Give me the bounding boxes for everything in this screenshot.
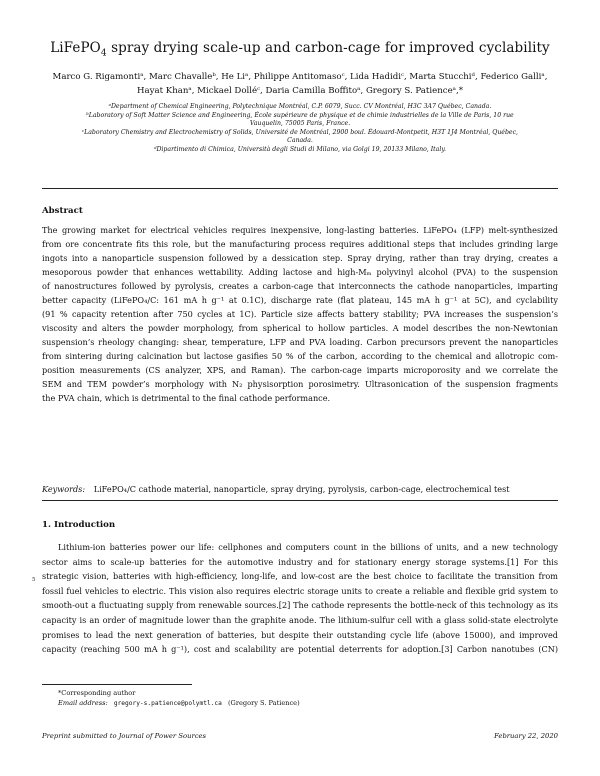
abstract-line: suspension’s rheology changing: shear, temperature, LFP and PVA loading. Carbon precursors prevent the nanoparticles — [42, 337, 558, 347]
abstract-line: mesoporous powder that enhances wettability. Adding lactose and high-Mₘ polyvinyl alcohol (PVA) to the suspension — [42, 267, 558, 277]
email-owner: (Gregory S. Patience) — [227, 699, 300, 707]
keywords-text: LiFePO₄/C cathode material, nanoparticle, spray drying, pyrolysis, carbon-cage, electrochemical test — [93, 484, 510, 494]
introduction-body — [42, 540, 558, 657]
affiliations — [50, 103, 550, 155]
abstract-heading: Abstract — [42, 206, 83, 216]
affiliation: ᵃDepartment of Chemical Engineering, Polytechnique Montréal, C.P. 6079, Succ. CV Montréal, H3C 3A7 Québec, Canada. — [108, 103, 492, 110]
affiliation: Canada. — [287, 137, 313, 145]
footer-journal: Preprint submitted to Journal of Power Sources — [42, 732, 207, 740]
title-part: LiFePO — [50, 40, 101, 56]
abstract-line: (91 % capacity retention after 750 cycles at 1C). Particle size affects battery stability; PVA increases the suspension’s — [42, 309, 558, 319]
email-footnote — [58, 699, 300, 707]
body-line: Lithium-ion batteries power our life: cellphones and computers count in the billions of units, and a new technology — [58, 542, 558, 552]
corresponding-author-note: *Corresponding author — [58, 689, 136, 697]
body-line: strategic vision, batteries with high-efficiency, long-life, and low-cost are the best choice to facilitate the transition from — [42, 571, 558, 582]
body-line: promises to lead the next generation of batteries, but despite their outstanding cycle life (above 15000), and improved — [42, 629, 558, 640]
body-line: capacity is an order of magnitude lower than the graphite anode. The lithium-sulfur cell with a glass solid-state electrolyte — [42, 614, 558, 625]
body-line: sector aims to scale-up batteries for the automotive industry and for stationary energy storage systems.[1] For this — [42, 556, 558, 567]
abstract-line: from ore concentrate fits this role, but the manufacturing process requires additional steps that includes grinding large — [42, 239, 558, 249]
abstract-line: position measurements (CS analyzer, XPS, and Raman). The carbon-cage imparts microporosity and we correlate the — [42, 365, 558, 375]
abstract-line: The growing market for electrical vehicles requires inexpensive, long-lasting batteries. LiFePO₄ (LFP) melt-synthesized — [42, 225, 558, 235]
footnote-rule — [42, 684, 192, 685]
affiliation: ᶜLaboratory Chemistry and Electrochemistry of Solids, Université de Montréal, 2900 boul. Édouard-Montpetit, H3T 1J4 Montréal, Québec, — [81, 128, 519, 136]
abstract-body — [42, 223, 558, 405]
email-label: Email address: — [58, 699, 108, 707]
authors-line: Marco G. Rigamontiᵃ, Marc Chavalleᵇ, He Liᵃ, Philippe Antitomasoᶜ, Lida Hadidiᶜ, Marta Stucchiᵈ, Federico Galliᵃ, — [52, 72, 548, 82]
section-heading: 1. Introduction — [42, 520, 116, 530]
abstract-line: of nanostructures followed by pyrolysis, creates a carbon-cage that interconnects the cathode nanoparticles, imparting — [42, 281, 558, 291]
affiliation: ᵈDipartimento di Chimica, Università degli Studi di Milano, via Golgi 19, 20133 Milano, Italy. — [154, 145, 446, 153]
body-line: fossil fuel vehicles to electric. This vision also requires electric storage units to create a reliable and flexible grid system to — [42, 585, 558, 596]
paper-title — [40, 40, 560, 59]
keywords — [42, 484, 558, 494]
abstract-line: ingots into a nanoparticle suspension followed by a dessication step. Spray drying, rather than tray drying, creates a — [42, 253, 558, 263]
body-line: smooth-out a fluctuating supply from renewable sources.[2] The cathode represents the bottle-neck of this technology as its — [42, 600, 558, 611]
abstract-line: the PVA chain, which is detrimental to the final cathode performance. — [42, 393, 331, 403]
divider — [42, 188, 558, 189]
divider — [42, 500, 558, 501]
body-line: capacity (reaching 500 mA h g⁻¹), cost and scalability are potential deterrents for adoption.[3] Carbon nanotubes (CN) — [42, 644, 558, 655]
authors-line: Hayat Khanᵃ, Mickael Dolléᶜ, Daria Camilla Boffitoᵃ, Gregory S. Patienceᵃ,* — [137, 86, 463, 96]
abstract-line: SEM and TEM powder’s morphology with N₂ physisorption porosimetry. Ultrasonication of the suspension fragments — [42, 379, 558, 389]
footer-date: February 22, 2020 — [494, 732, 558, 740]
title-subscript: 4 — [100, 48, 107, 59]
abstract-line: better capacity (LiFePO₄/C: 161 mA h g⁻¹ at 0.1C), discharge rate (flat plateau, 145 mA h g⁻¹ at 5C), and cyclability — [42, 295, 558, 305]
abstract-line: viscosity and alters the powder morphology, from spherical to hollow particles. A model describes the non-Newtonian — [42, 323, 558, 333]
line-number: 5 — [32, 577, 36, 583]
author-list — [48, 70, 552, 98]
email-link[interactable]: gregory-s.patience@polymtl.ca — [113, 700, 222, 707]
title-part: spray drying scale-up and carbon-cage for improved cyclability — [106, 40, 550, 56]
abstract-line: from sintering during calcination but lactose gasifies 50 % of the carbon, according to the chemical and allotropic com- — [42, 351, 558, 361]
keywords-label: Keywords: — [42, 484, 86, 494]
affiliation: ᵇLaboratory of Soft Matter Science and Engineering, École supérieure de physique et de chimie industrielles de la Ville de Paris, 10 rue — [86, 111, 514, 119]
affiliation: Vauquelin, 75005 Paris, France. — [249, 120, 351, 128]
